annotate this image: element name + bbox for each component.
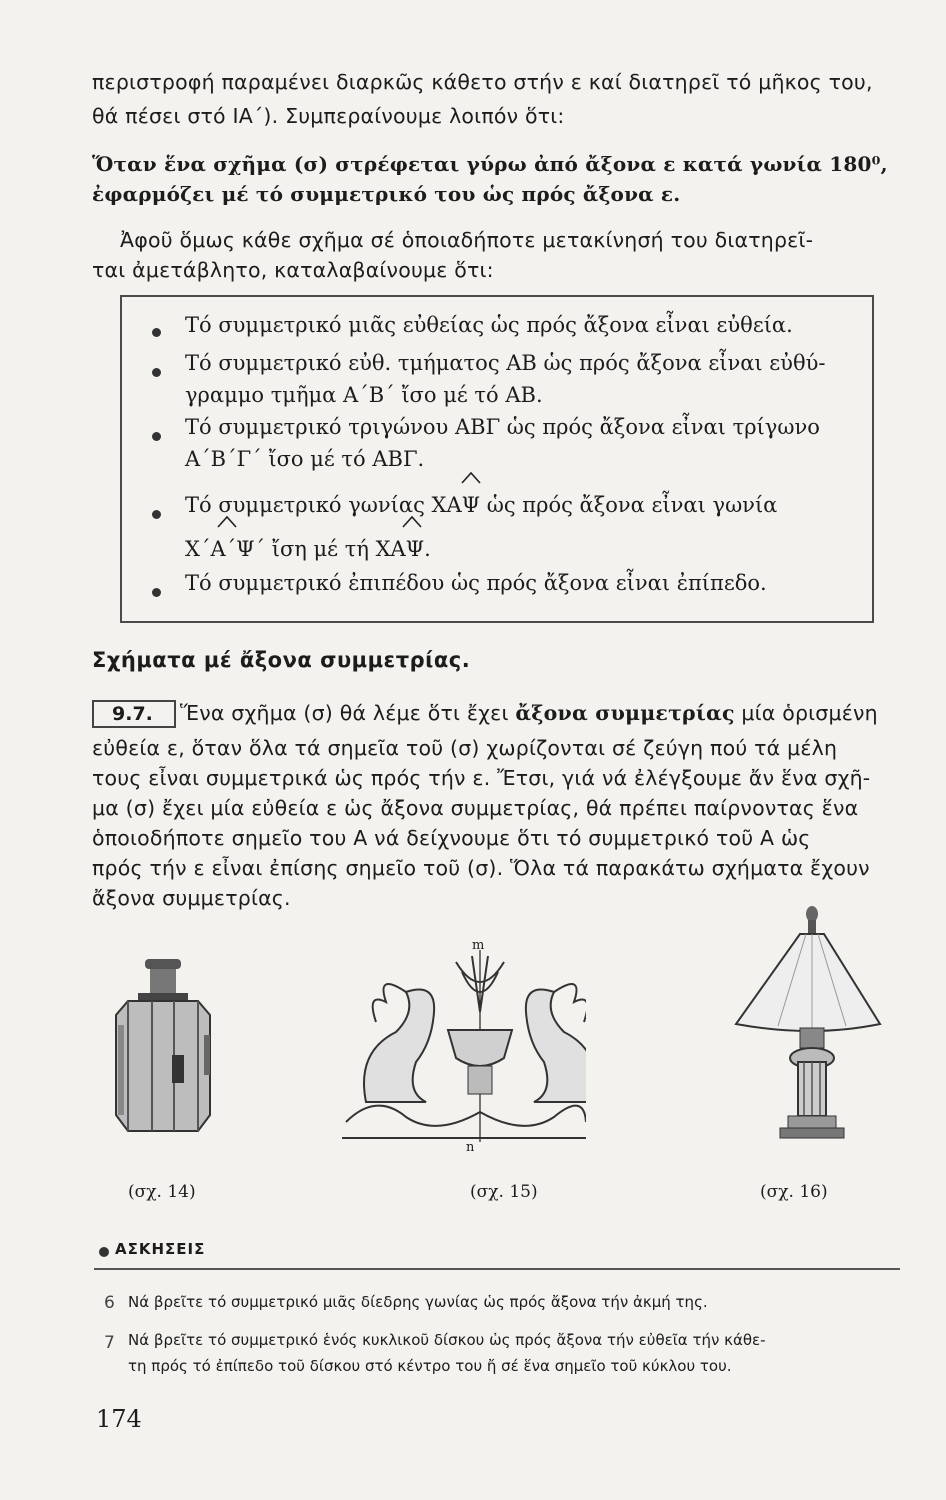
para2-line-2: ται ἀμετάβλητο, καταλαβαίνουμε ὅτι:	[92, 258, 494, 282]
exercise-7-line-2: τη πρός τό ἐπίπεδο τοῦ δίσκου στό κέντρο του ἤ σέ ἕνα σημεῖο τοῦ κύκλου του.	[128, 1357, 732, 1375]
intro-line-2: θά πέσει στό ΙΑ΄). Συμπεραίνουμε λοιπόν ὅτι:	[92, 104, 565, 128]
bullet-dot	[152, 588, 161, 597]
theorem-line-2: ἐφαρμόζει μέ τό συμμετρικό του ὡς πρός ἄξονα ε.	[92, 182, 681, 206]
caption-fig-15: (σχ. 15)	[470, 1182, 538, 1202]
axis-label-n: n	[466, 1140, 475, 1155]
section-heading: Σχήματα μέ ἄξονα συμμετρίας.	[92, 648, 471, 672]
bullet-dot	[152, 510, 161, 519]
figure-14-inkwell	[100, 955, 230, 1145]
section-line-2: εὐθεία ε, ὅταν ὅλα τά σημεῖα τοῦ (σ) χωρίζονται σέ ζεύγη πού τά μέλη	[92, 736, 838, 760]
section-line-3: τους εἶναι συμμετρικά ὡς πρός τήν ε. Ἔτσι, γιά νά ἐλέγξουμε ἄν ἕνα σχῆ-	[92, 766, 871, 790]
section-line-4: μα (σ) ἔχει μία εὐθεία ε ὡς ἄξονα συμμετρίας, θά πρέπει παίρνοντας ἕνα	[92, 796, 859, 820]
exercise-7-line-1: Νά βρεῖτε τό συμμετρικό ἑνός κυκλικοῦ δίσκου ὡς πρός ἄξονα τήν εὐθεῖα τήν κάθε-	[128, 1331, 766, 1349]
term-axis-of-symmetry: ἄξονα συμμετρίας	[515, 701, 735, 725]
exercise-6-number: 6	[104, 1293, 115, 1313]
exercises-bullet	[99, 1247, 109, 1257]
exercise-7-number: 7	[104, 1333, 115, 1353]
bullet-dot	[152, 368, 161, 377]
exercises-heading: ΑΣΚΗΣΕΙΣ	[115, 1240, 206, 1258]
box-item-1: Τό συμμετρικό μιᾶς εὐθείας ὡς πρός ἄξονα εἶναι εὐθεία.	[185, 313, 793, 337]
para2-line-1: Ἀφοῦ ὅμως κάθε σχῆμα σέ ὁποιαδήποτε μετακίνησή του διατηρεῖ-	[120, 228, 814, 252]
caption-fig-14: (σχ. 14)	[128, 1182, 196, 1202]
bullet-dot	[152, 432, 161, 441]
bullet-dot	[152, 328, 161, 337]
theorem-line-1: Ὅταν ἕνα σχῆμα (σ) στρέφεται γύρω ἀπό ἄξονα ε κατά γωνία 180⁰,	[92, 152, 888, 176]
axis-label-m: m	[472, 938, 485, 953]
section-number: 9.7.	[92, 700, 176, 728]
figure-15-griffins	[336, 942, 586, 1147]
section-line-7: ἄξονα συμμετρίας.	[92, 886, 291, 910]
box-item-4a: Τό συμμετρικό γωνίας ΧΑΨ ὡς πρός ἄξονα εἶναι γωνία	[185, 493, 778, 517]
box-item-3b: Α΄Β΄Γ΄ ἴσο μέ τό ΑΒΓ.	[185, 447, 425, 471]
section-line-1	[180, 699, 900, 728]
section-line-6: πρός τήν ε εἶναι ἐπίσης σημεῖο τοῦ (σ). Ὅλα τά παρακάτω σχήματα ἔχουν	[92, 856, 870, 880]
section-line-1a: Ἕνα σχῆμα (σ) θά λέμε ὅτι ἔχει	[180, 701, 509, 725]
box-item-2b: γραμμο τμῆμα Α΄Β΄ ἴσο μέ τό ΑΒ.	[185, 383, 543, 407]
figure-16-lamp	[728, 900, 888, 1150]
caption-fig-16: (σχ. 16)	[760, 1182, 828, 1202]
box-item-3a: Τό συμμετρικό τριγώνου ΑΒΓ ὡς πρός ἄξονα εἶναι τρίγωνο	[185, 415, 820, 439]
exercise-6-text: Νά βρεῖτε τό συμμετρικό μιᾶς δίεδρης γωνίας ὡς πρός ἄξονα τήν ἀκμή της.	[128, 1293, 708, 1311]
box-item-5: Τό συμμετρικό ἐπιπέδου ὡς πρός ἄξονα εἶναι ἐπίπεδο.	[185, 571, 767, 595]
exercises-rule	[94, 1268, 900, 1270]
box-item-4b: Χ΄Α΄Ψ΄ ἴση μέ τή ΧΑΨ.	[185, 537, 431, 561]
box-item-2a: Τό συμμετρικό εὐθ. τμήματος ΑΒ ὡς πρός ἄξονα εἶναι εὐθύ-	[185, 351, 826, 375]
intro-line-1: περιστροφή παραμένει διαρκῶς κάθετο στήν ε καί διατηρεῖ τό μῆκος του,	[92, 70, 873, 94]
page-number: 174	[96, 1405, 142, 1433]
section-line-5: ὁποιοδήποτε σημεῖο του Α νά δείχνουμε ὅτι τό συμμετρικό τοῦ Α ὡς	[92, 826, 811, 850]
section-line-1c: μία ὁρισμένη	[741, 701, 878, 725]
